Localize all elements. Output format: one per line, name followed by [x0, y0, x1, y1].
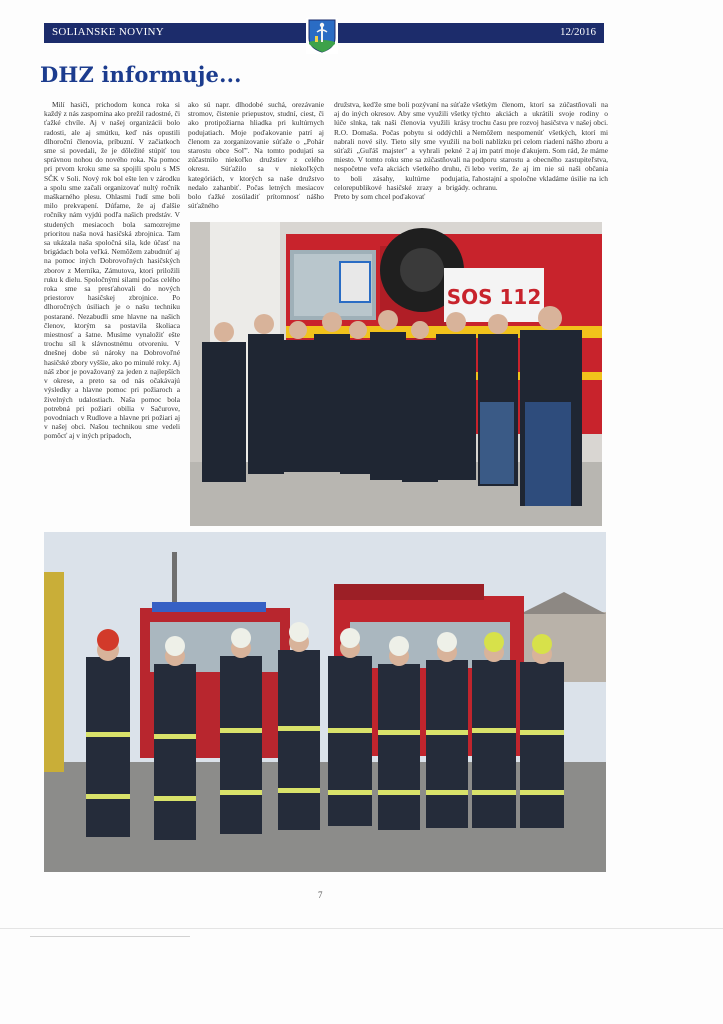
column-3-text: družstva, keďže sme boli pozývaní na súťaže aj do iných okresov. Aby sme využili všetky lúče slnka, tak naši členovia využili krásy R.O. Domaša. Počas pobytu si oddýchli a nabrali nové sily. Tieto sily sme využili na súťaži „Guľáš majster" a vyhrali pekné 2 miesto. V tomto roku sme sa zúčastňovali na nespočetne veľa akciách všetkého druhu, či to boli zásahy, kultúrne podujatia, celorepublikové hasičské zrazy a brigády. Preto by som chcel poďakovať	[334, 100, 470, 202]
photo-firefighters-uniforms	[44, 532, 606, 872]
article-column-4	[472, 100, 608, 192]
column-1-text: Milí hasiči, prichodom konca roka si každý z nás zaspomína ako prežil radostné, či ťažké chvíle. Aj v našej organizácii bolo radosti, ale aj smútku, keď nás opustili dlhoroční členovia, príbuzní. V začiatkoch sme si povedali, že je dôležité stúpiť tou správnou nohou do nového roka. Na pomoc pri prvom kroku sme sa spojili spolu s MS SČK v Soli. Nový rok bol ešte len v zárodku a spolu sme začali organizovať nultý ročník maškarného plesu. Ohlasmi ľudí sme boli milo prekvapení. Dúfame, že aj ďalšie ročníky nám vyjdú podľa našich predstáv. V studených mesiacoch bola samozrejme prioritou naša nová hasičská zbrojnica. Tam sa ukázala naša spoločná sila, kde účasť na brigádach bola veľká. Nemôžem zabudnúť aj na pomoc iných Dobrovoľných hasičských zborov z Merníka, Zámutova, ktorí priložili ruku k dielu. Spoločnými silami počas celého roka sme sa presťahovali do nových priestorov hasičskej zbrojnice. Po dlhoročných úsiliach je o našu techniku postarané. Nezabudli sme hlavne na našich členov, ktorým sa postavila školiaca miestnosť a šatne. Musíme vynaložiť ešte trochu síl k slávnostnému otvoreniu. V dnešnej dobe sú nároky na Dobrovoľné hasičské zbory vyššie, ako po minulé roky. Aj náš zbor je považovaný za jeden z najlepších v okrese, a preto sa od nás očakávajú výsledky a hlavne pomoc pri požiaroch a živelných udalostiach. Naša pomoc bola potrebná pri požiari obilia v Sačurove, povodniach v Rudlove a hlavne pri požiari aj v našej obci. Našou technikou sme vedeli pomôcť aj v iných prípadoch,	[44, 100, 180, 441]
article-column-2	[188, 100, 324, 212]
page-number: 7	[318, 890, 323, 900]
column-2-text: ako sú napr. dlhodobé suchá, orezávanie stromov, čistenie priepustov, studní, ciest, či ako protipožiarna hliadka pri kultúrnych podujatiach. Moje poďakovanie patrí aj členom za zorganizovanie súťaže o „Pohár starostu obce Soľ". Na tomto podujatí sa zúčastnilo niekoľko družstiev z celého okresu. Súťažilo sa v niekoľkých kategóriách, v ktorých sa naše družstvo nedalo zahanbiť. Počas letných mesiacov bolo ťažké zosúladiť prítomnosť nášho súťažného	[188, 100, 324, 211]
photo-group-fire-truck	[190, 222, 602, 526]
issue-number: 12/2016	[559, 26, 596, 38]
scan-mark-line	[30, 936, 190, 937]
village-crest-icon	[306, 18, 338, 54]
truck-plate-text: SOS 112	[446, 285, 542, 309]
scan-edge-line	[0, 928, 723, 929]
column-4-text: všetkým členom, ktorí sa zúčastňovali na týchto akciách a ukrátili svoje rodiny o trochu času pre rozvoj hasičstva v našej obci. Nemôžem nespomenúť všetkých, ktorí mi boli nablízku pri celom riadení nášho zboru a aj im patrí moje ďakujem. Som rád, že máme podporu starostu a obecného zastupiteľstva, lebo verím, že aj im nie sú naši občania ľahostajní a spoločne vkladáme úsilie na ich ochranu.	[472, 100, 608, 192]
article-title: DHZ informuje...	[40, 62, 242, 87]
article-column-1	[44, 100, 180, 474]
article-column-3	[334, 100, 470, 212]
publication-name: SOLIANSKE NOVINY	[52, 26, 165, 38]
